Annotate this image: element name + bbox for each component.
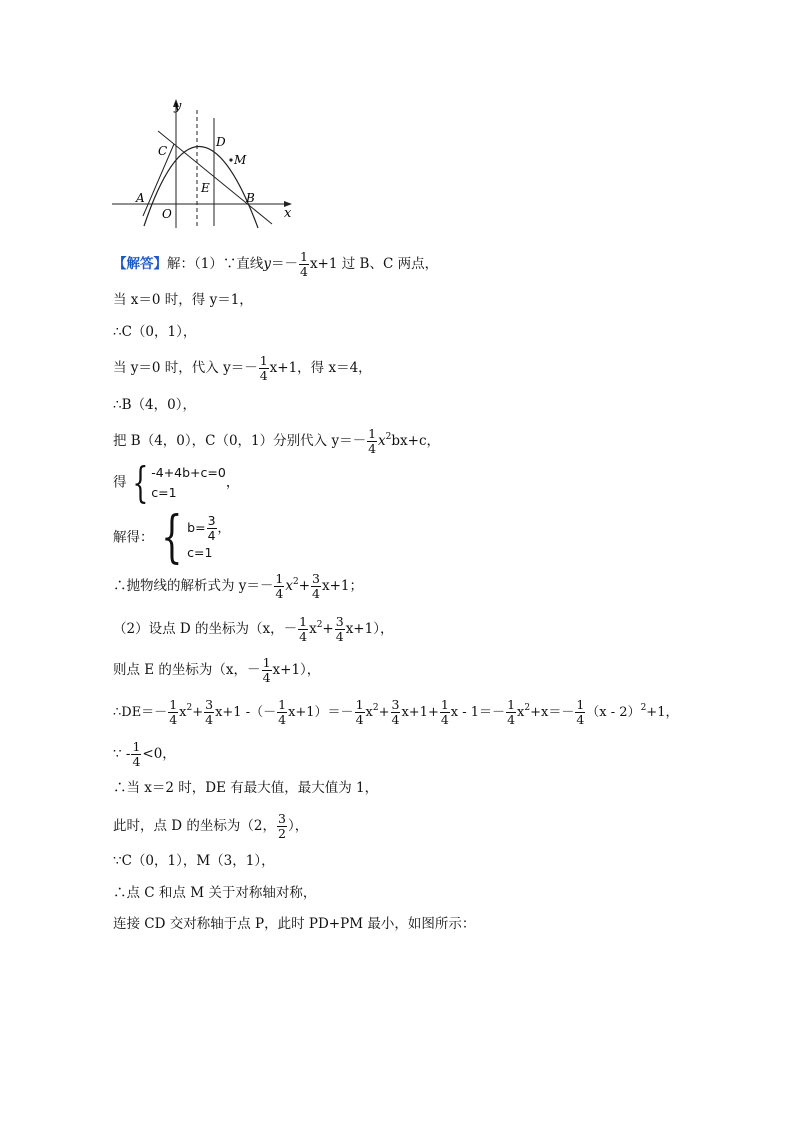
label-c: C [158, 144, 168, 158]
label-a: A [136, 191, 145, 205]
solution-line-4: 当 y＝0 时，代入 y＝－ $\frac{1}{4}$ x+1，得 x＝4， [113, 353, 372, 383]
solution-line-11: 则点 E 的坐标为（x，－ $\frac{1}{4}$ x+1）， [113, 655, 321, 685]
label-m: M [234, 153, 247, 167]
solution-line-8: 解得： { b= $\frac{3}{4}$ ， c=1 [113, 505, 231, 570]
label-d: D [216, 135, 226, 149]
fraction: $\frac{1}{4}$ [368, 426, 377, 456]
fraction: $\frac{1}{4}$ [299, 249, 308, 279]
fraction: $\frac{1}{4}$ [259, 353, 268, 383]
solution-line-15: 此时，点 D 的坐标为（2， $\frac{3}{2}$ ）， [113, 811, 309, 841]
label-x: x [284, 206, 292, 221]
solution-line-17: ∴点 C 和点 M 关于对称轴对称， [113, 885, 317, 901]
solution-system: { b= $\frac{3}{4}$ ， c=1 [160, 505, 231, 570]
solution-line-14: ∴当 x＝2 时，DE 有最大值，最大值为 1， [113, 780, 379, 796]
answer-tag: 【解答】 [113, 256, 167, 272]
solution-line-9: ∴抛物线的解析式为 y＝－ $\frac{1}{4}$ $x^2+$ $\frac{3}{4}$ x+1； [113, 571, 364, 601]
equation-system: { -4+4b+c=0 c=1 [131, 458, 226, 507]
solution-line-6: 把 B（4，0），C（0，1）分别代入 y＝－ $\frac{1}{4}$ $x^2bx+c$， [113, 426, 441, 456]
label-b: B [246, 191, 255, 205]
solution-line-1: 【解答】解：（1）∵直线y＝－ $\frac{1}{4}$ x+1 过 B、C 两点， [113, 249, 439, 279]
solution-line-3: ∴C（0，1）， [113, 324, 197, 340]
solution-line-12: ∴DE＝－ $\frac{1}{4}$ $x^2+$ $\frac{3}{4}$ x+1 -（－ $\frac{1}{4}$ x+1）＝－ $\frac{1}{4}$ $x^2+$ $\frac{3}{4}$ x+1+ $\frac{1}{4}$ x - 1＝－ $\frac{1}{4}$ $x^2+x=-$ $\frac{1}{4}$ （x - 2）$^2$+1， [113, 697, 679, 727]
label-o: O [162, 207, 172, 221]
label-y: y [174, 99, 182, 114]
solution-line-16: ∵C（0，1），M（3，1）， [113, 853, 275, 869]
solution-line-7: 得 { -4+4b+c=0 c=1 ， [113, 458, 240, 507]
solution-line-2: 当 x＝0 时，得 y＝1， [113, 292, 253, 308]
parabola-figure [108, 96, 304, 232]
solution-line-13: ∵ - $\frac{1}{4}$ <0， [113, 739, 176, 769]
solution-line-10: （2）设点 D 的坐标为（x，－ $\frac{1}{4}$ $x^2+$ $\frac{3}{4}$ x+1）， [113, 614, 394, 644]
point-m-dot [229, 158, 232, 161]
label-e: E [201, 181, 210, 195]
line-bc [158, 131, 272, 224]
solution-line-18: 连接 CD 交对称轴于点 P，此时 PD+PM 最小，如图所示： [113, 916, 476, 932]
solution-line-5: ∴B（4，0）， [113, 397, 196, 413]
